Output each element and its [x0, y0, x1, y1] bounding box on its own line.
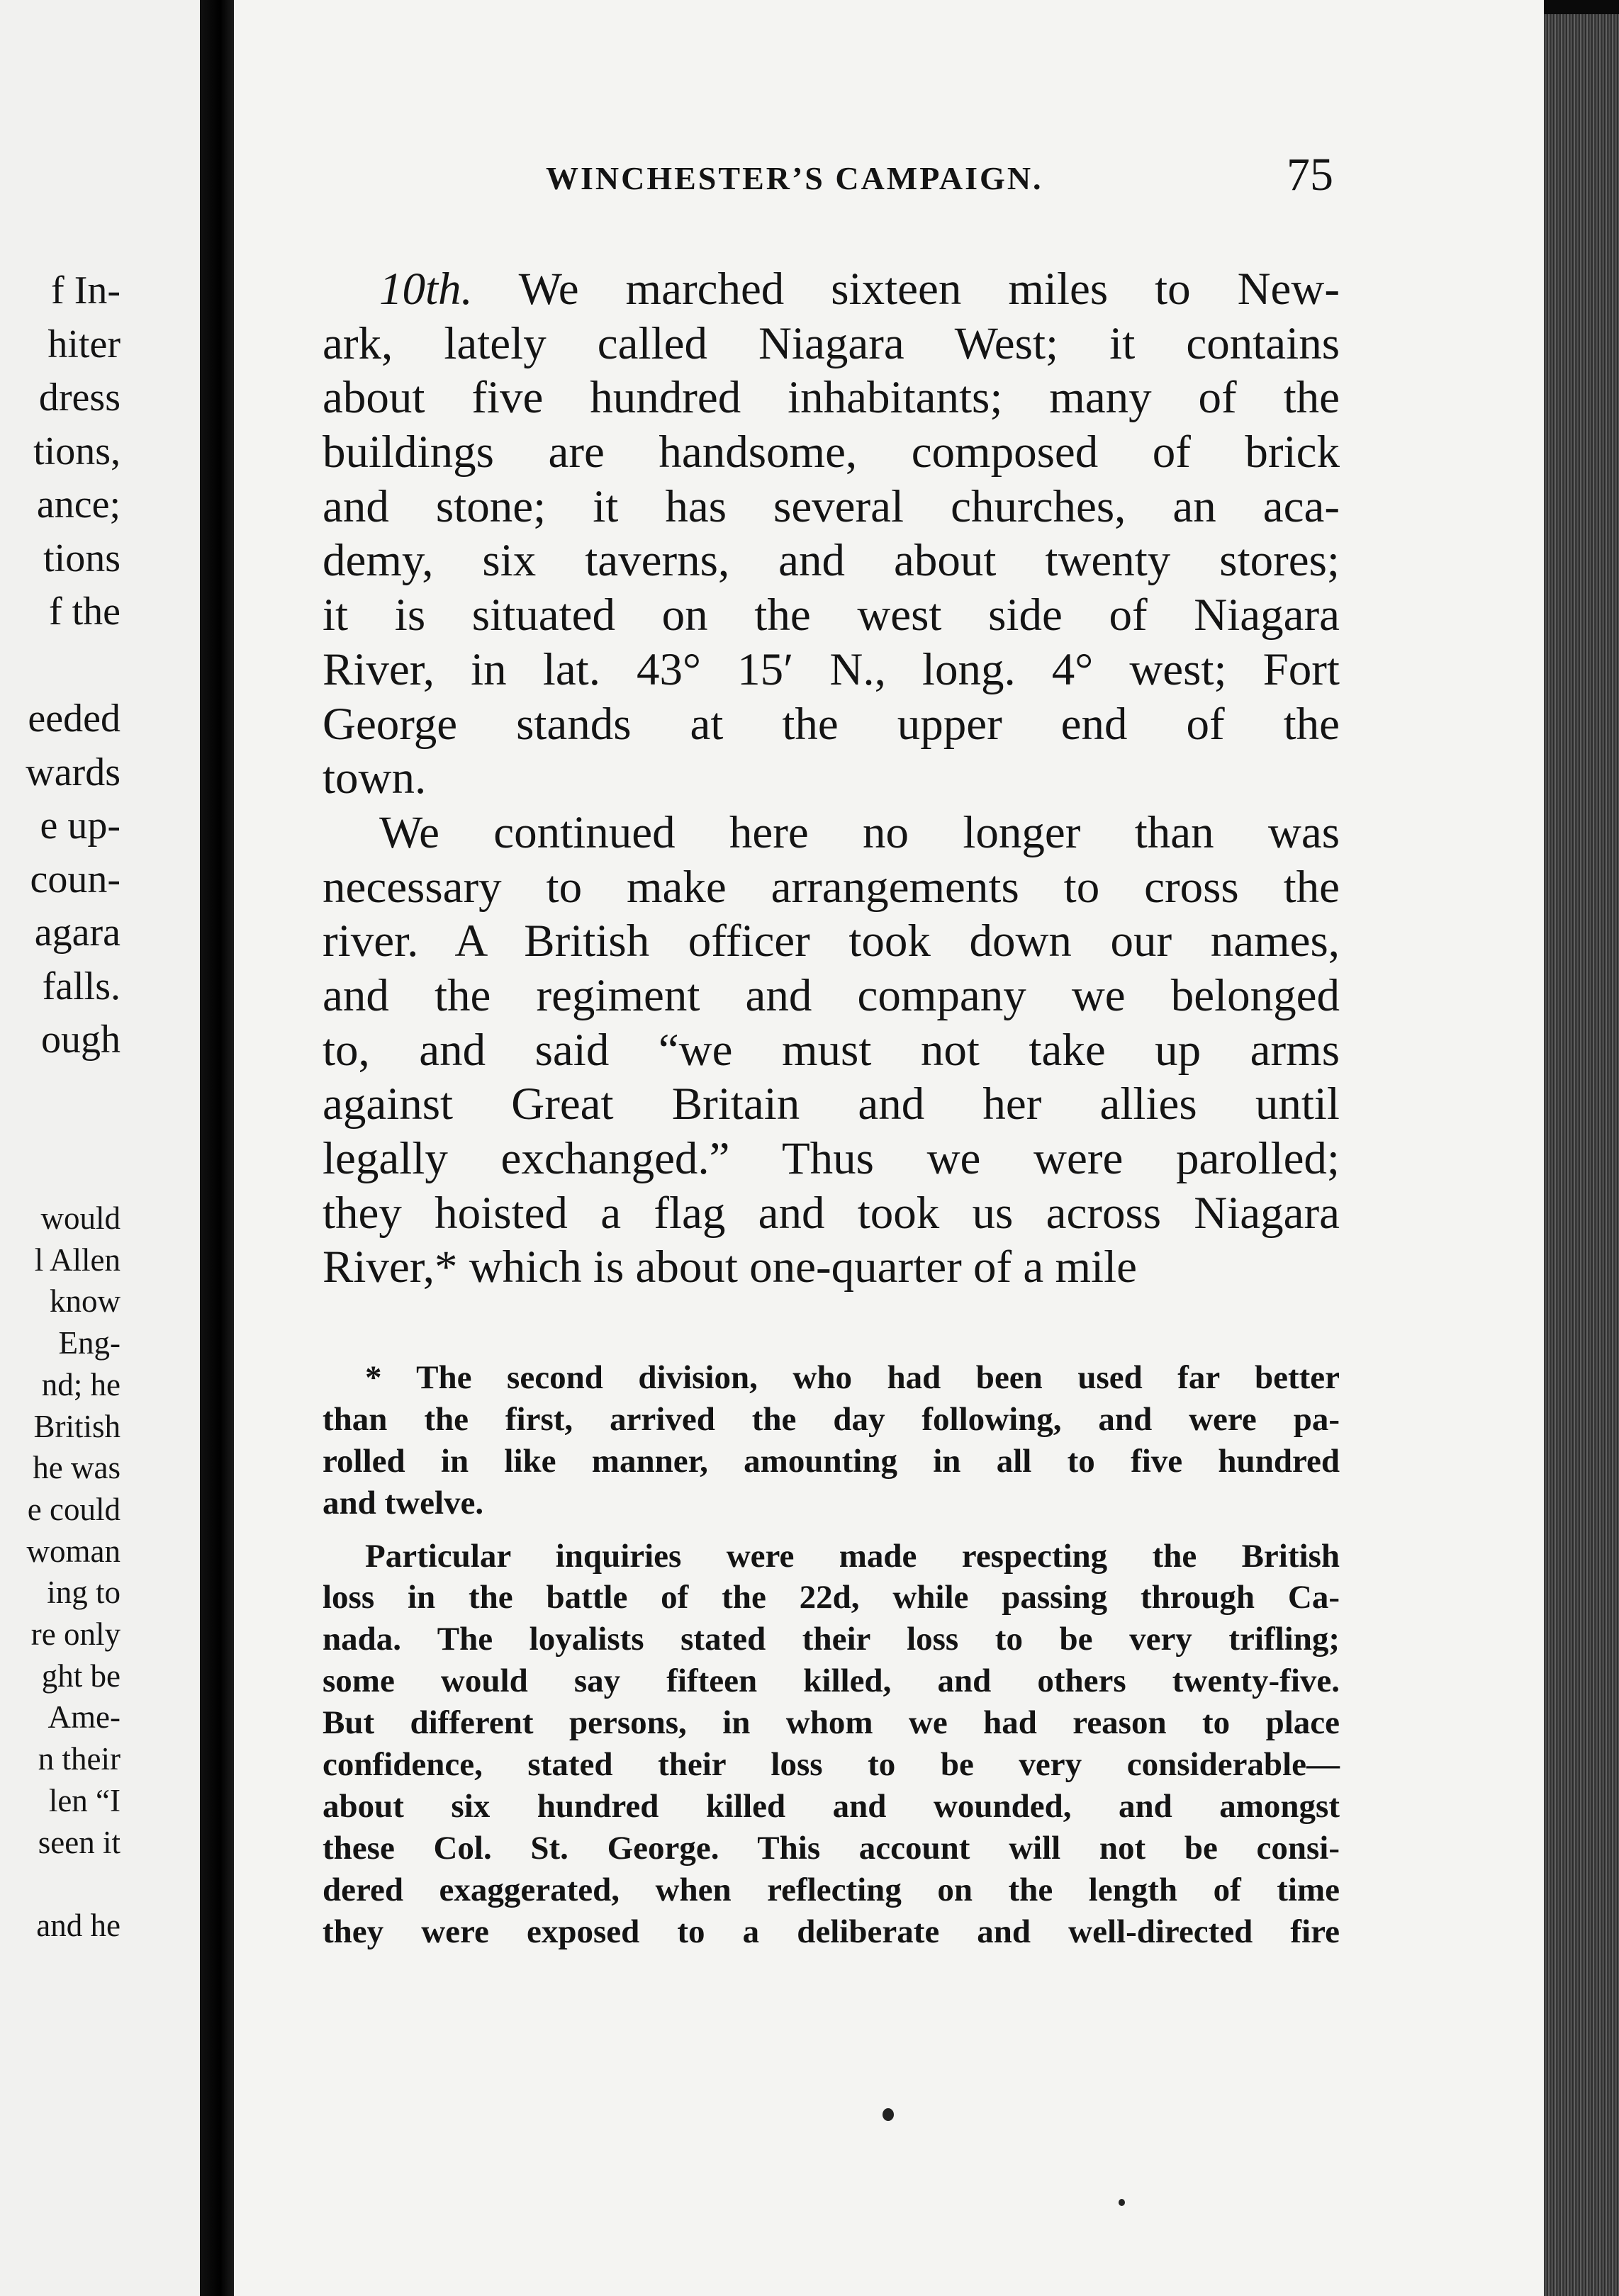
left-page-line: tions: [43, 536, 121, 580]
text-line: demy, six taverns, and about twenty stores;: [323, 535, 1340, 587]
footnote-line: some would say fifteen killed, and others twenty-five.: [323, 1662, 1340, 1700]
running-head: WINCHESTER’S CAMPAIGN.: [546, 160, 1043, 196]
left-page-line: e up-: [40, 804, 121, 848]
page-edges: [1544, 14, 1619, 2296]
left-page-note-line: he was: [33, 1450, 121, 1486]
left-page-note-line: Ame-: [47, 1699, 121, 1735]
footnotes: [323, 1357, 1340, 1952]
text-line: River, in lat. 43° 15′ N., long. 4° west; Fort: [323, 643, 1340, 695]
text-line: about five hundred inhabitants; many of the: [323, 372, 1340, 424]
footnote-line: Particular inquiries were made respecting the British: [365, 1537, 1340, 1575]
text-line: and the regiment and company we belonged: [323, 969, 1340, 1021]
left-page-note-line: seen it: [38, 1824, 121, 1860]
text-line: buildings are handsome, composed of brick: [323, 427, 1340, 478]
left-page-line: tions,: [33, 429, 121, 473]
text-line: necessary to make arrangements to cross the: [323, 861, 1340, 913]
left-page-note-line: British: [33, 1408, 121, 1444]
footnote-line: about six hundred killed and wounded, and amongst: [323, 1787, 1340, 1825]
left-page-line: eeded: [28, 697, 121, 741]
left-page-note-line: ing to: [47, 1575, 121, 1611]
ink-speck: [883, 2108, 894, 2121]
text-line: it is situated on the west side of Niagara: [323, 590, 1340, 641]
left-page-note-line: e could: [27, 1491, 121, 1527]
footnote-line: loss in the battle of the 22d, while passing through Ca-: [323, 1579, 1340, 1616]
left-page-note-line: re only: [30, 1616, 121, 1652]
text-line: River,* which is about one-quarter of a mile: [323, 1242, 1137, 1293]
text-line: against Great Britain and her allies until: [323, 1079, 1340, 1130]
footnote-line: But different persons, in whom we had reason to place: [323, 1704, 1340, 1742]
footnote-line: confidence, stated their loss to be very considerable—: [323, 1746, 1340, 1784]
text-line: and stone; it has several churches, an aca-: [323, 480, 1340, 532]
text-line: legally exchanged.” Thus we were parolled;: [323, 1133, 1340, 1184]
left-page-line: agara: [34, 911, 121, 955]
paragraph: [323, 262, 1340, 806]
text-line: river. A British officer took down our names,: [323, 916, 1340, 967]
text-line: We continued here no longer than was: [379, 806, 1340, 858]
footnote-line: these Col. St. George. This account will not be consi-: [323, 1829, 1340, 1867]
footnote-line: and twelve.: [323, 1484, 484, 1521]
paragraph: [323, 806, 1340, 1295]
text-line: to, and said “we must not take up arms: [323, 1024, 1340, 1076]
left-page-note-line: woman: [26, 1533, 121, 1569]
page-edge-top: [1544, 0, 1619, 14]
footnote-line: they were exposed to a deliberate and well-directed fire: [323, 1913, 1340, 1950]
body-text: [323, 262, 1340, 1295]
text-line: town.: [323, 753, 427, 804]
left-page-note-line: nd; he: [41, 1366, 121, 1402]
ink-speck: [1119, 2199, 1125, 2206]
left-page-line: coun-: [30, 857, 121, 901]
text-line: ark, lately called Niagara West; it contains: [323, 317, 1340, 369]
text-line: [323, 262, 1340, 317]
left-page-line: ough: [41, 1018, 121, 1062]
footnote-line: * The second division, who had been used far better: [365, 1359, 1340, 1396]
left-page-line: f In-: [51, 269, 121, 313]
footnote-line: dered exaggerated, when reflecting on the length of time: [323, 1871, 1340, 1908]
left-page-line: dress: [38, 376, 121, 420]
left-page-note-line: l Allen: [34, 1242, 121, 1278]
left-page-note-line: ght be: [41, 1658, 121, 1694]
footnote-paragraph: [323, 1536, 1340, 1953]
text-line: they hoisted a flag and took us across Niagara: [323, 1187, 1340, 1239]
left-page-line: f the: [48, 590, 121, 634]
left-page-note-line: and he: [36, 1907, 121, 1943]
left-page-note-line: len “I: [48, 1782, 121, 1818]
left-page-note-line: n their: [38, 1741, 121, 1777]
left-page-note-line: would: [40, 1200, 121, 1236]
page-number: 75: [1287, 149, 1333, 201]
footnote-gap: [323, 1524, 1340, 1536]
left-page-note-line: Eng-: [58, 1325, 121, 1361]
left-page-line: wards: [26, 750, 121, 794]
left-page-line: ance;: [36, 483, 121, 527]
text-line: George stands at the upper end of the: [323, 698, 1340, 750]
date-lead: 10th.: [379, 264, 473, 315]
left-page-line: falls.: [42, 964, 121, 1008]
footnote-line: rolled in like manner, amounting in all to five hundred: [323, 1442, 1340, 1480]
footnote-paragraph: [323, 1357, 1340, 1524]
footnote-line: nada. The loyalists stated their loss to be very trifling;: [323, 1621, 1340, 1658]
left-page-note-line: know: [50, 1283, 121, 1319]
line-text: We marched sixteen miles to New-: [472, 264, 1340, 315]
left-facing-page: [0, 0, 200, 2296]
book-spine: [200, 0, 234, 2296]
footnote-line: than the first, arrived the day following, and were pa-: [323, 1400, 1340, 1438]
left-page-line: hiter: [47, 322, 121, 366]
